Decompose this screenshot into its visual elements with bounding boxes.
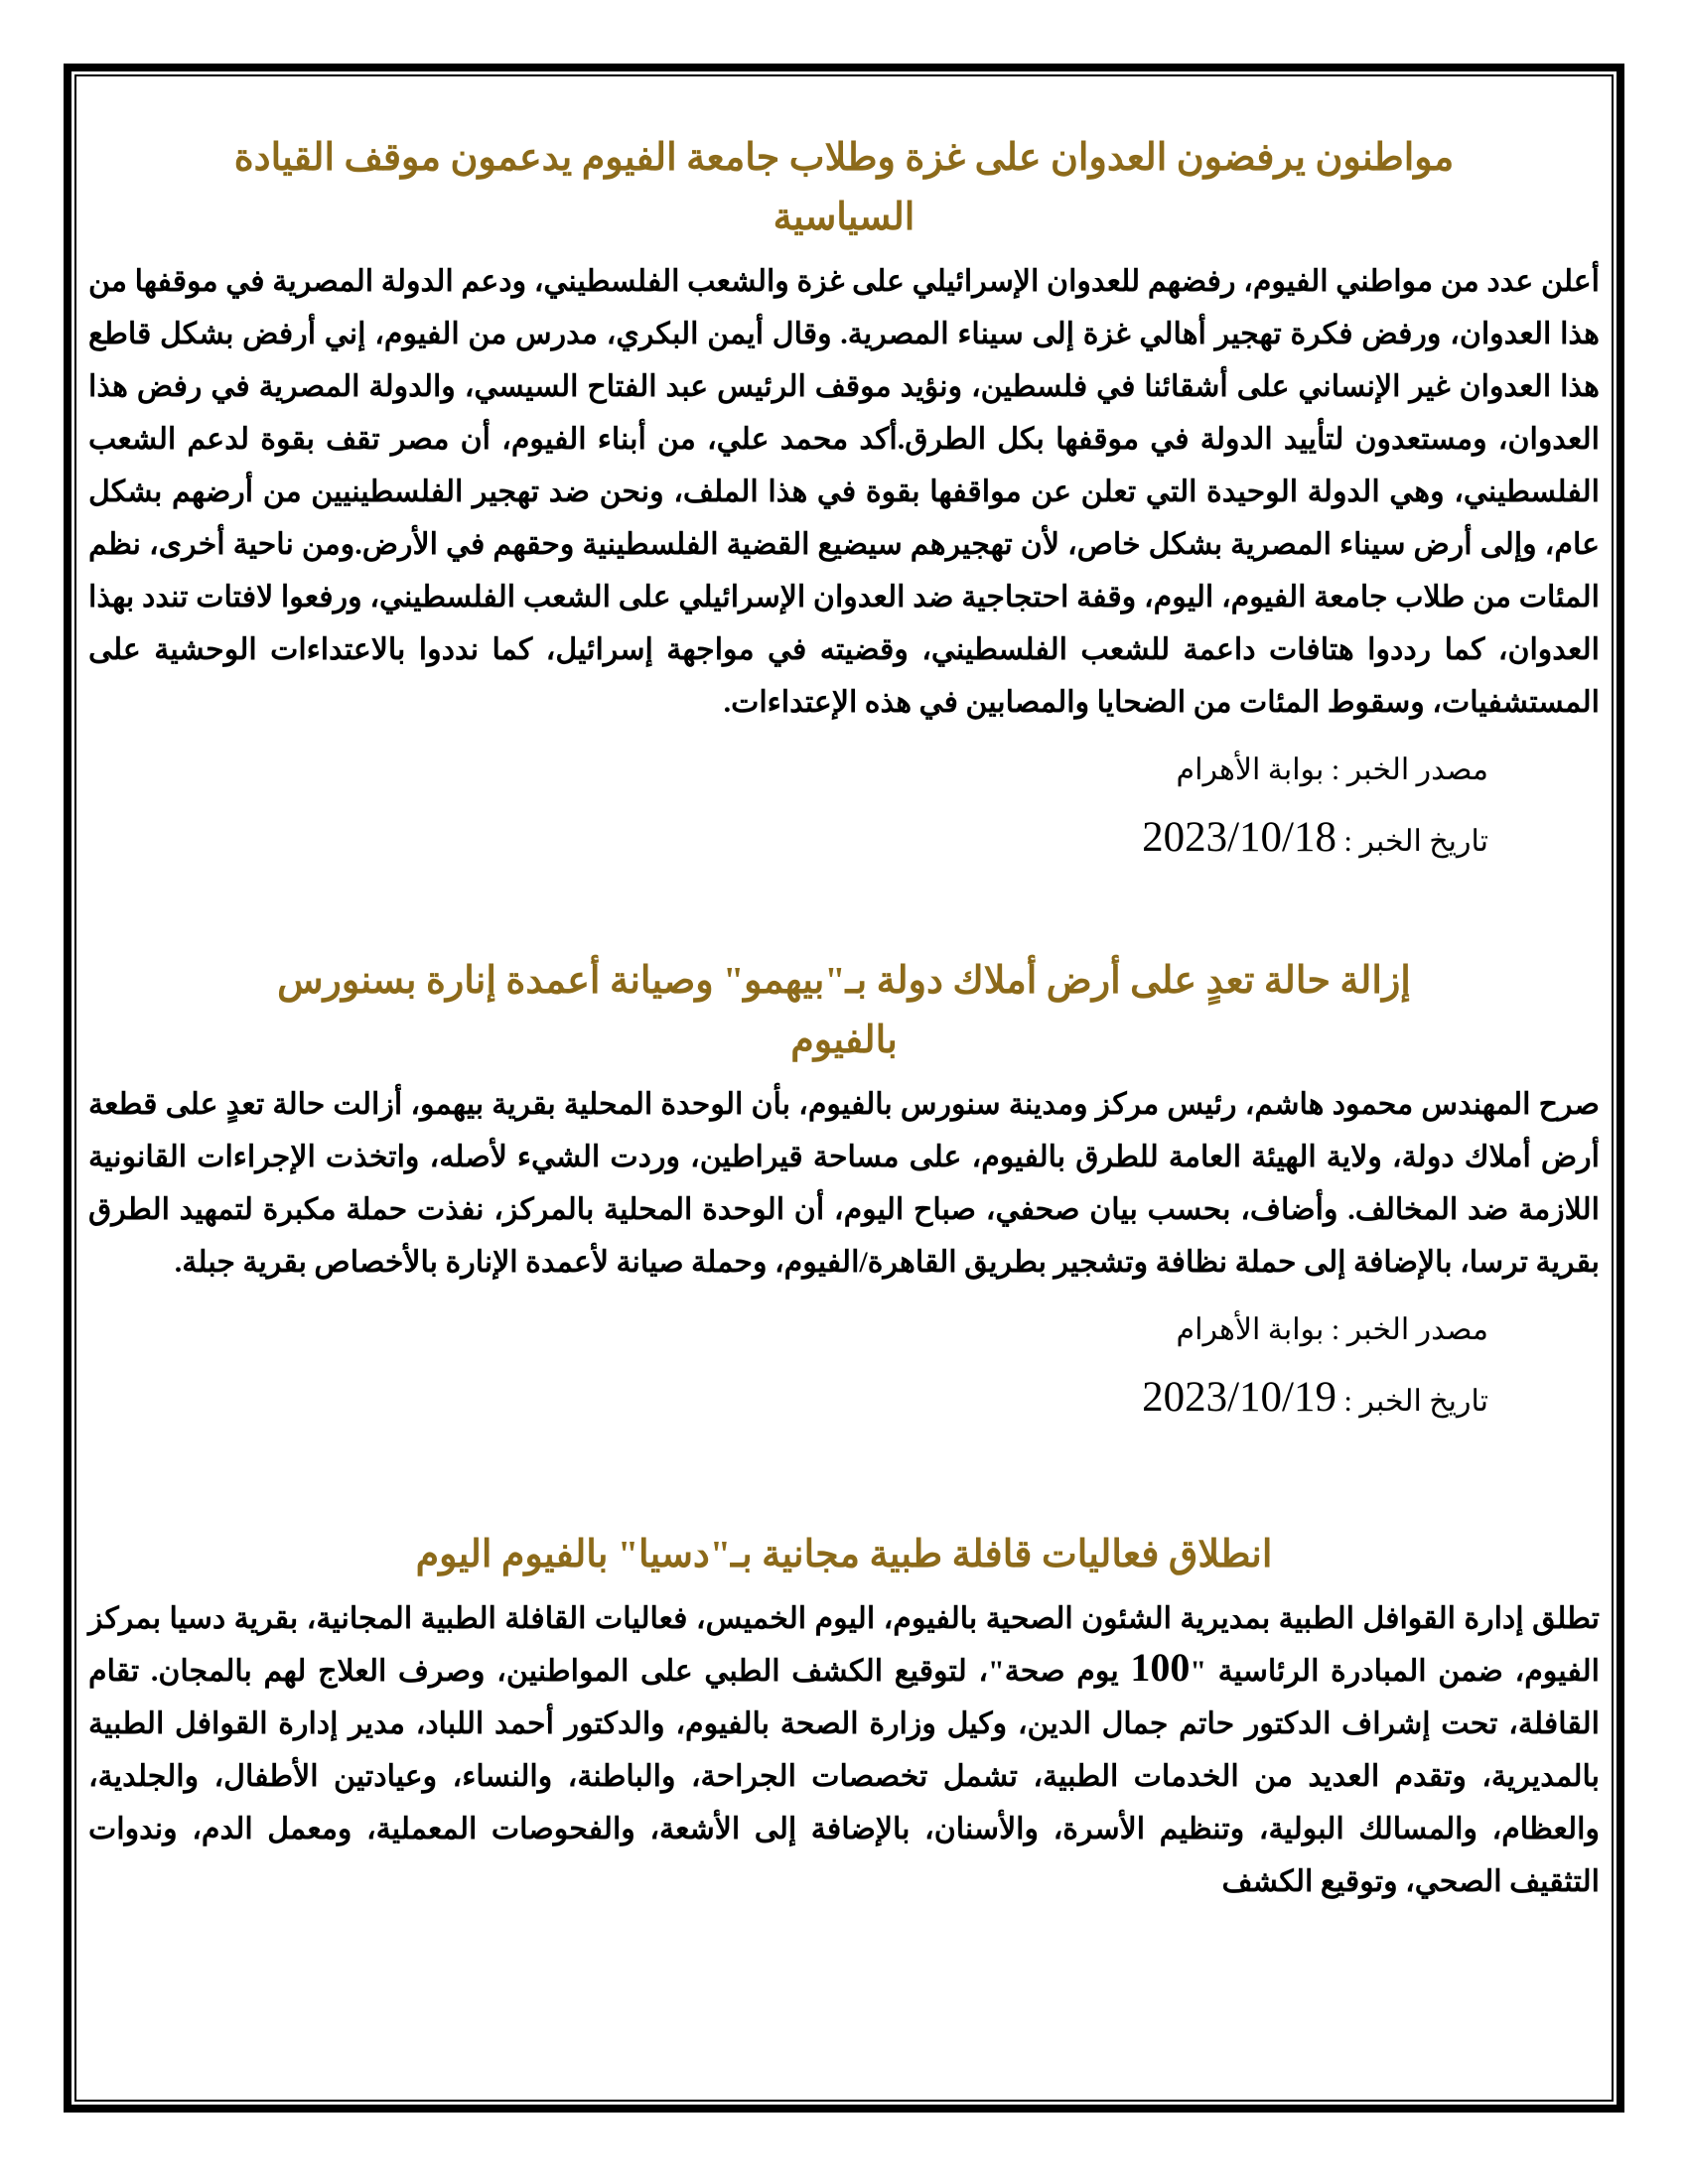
article-1-title-line-1: مواطنون يرفضون العدوان على غزة وطلاب جامعة الفيوم يدعمون موقف القيادة	[233, 137, 1455, 179]
article-3	[88, 1525, 1600, 1908]
article-1-date-value: 2023/10/18	[1142, 814, 1337, 861]
page-border-inner	[74, 74, 1614, 2102]
article-2-source-label: مصدر الخبر :	[1324, 1313, 1488, 1346]
article-2-title-line-2: بالفيوم	[790, 1020, 898, 1061]
article-1	[88, 128, 1600, 870]
article-2-paragraph: صرح المهندس محمود هاشم، رئيس مركز ومدينة سنورس بالفيوم، بأن الوحدة المحلية بقرية بيهمو، أزالت حالة تعدٍ على قطعة أرض أملاك دولة، ولاية الهيئة العامة للطرق بالفيوم، على مساحة قيراطين، وردت الشيء لأصله، واتخذت الإجراءات القانونية اللازمة ضد المخالف. وأضاف، بحسب بيان صحفي، صباح اليوم، أن الوحدة المحلية بالمركز، نفذت حملة مكبرة لتمهيد الطرق بقرية ترسا، بالإضافة إلى حملة نظافة وتشجير بطريق القاهرة/الفيوم، وحملة صيانة لأعمدة الإنارة بالأخصاص بقرية جبلة.	[88, 1088, 1600, 1279]
article-1-paragraph: أعلن عدد من مواطني الفيوم، رفضهم للعدوان الإسرائيلي على غزة والشعب الفلسطيني، ودعم الدولة المصرية في موقفها من هذا العدوان، ورفض فكرة تهجير أهالي غزة إلى سيناء المصرية. وقال أيمن البكري، مدرس من الفيوم، إني أرفض بشكل قاطع هذا العدوان غير الإنساني على أشقائنا في فلسطين، ونؤيد موقف الرئيس عبد الفتاح السيسي، والدولة المصرية في رفض هذا العدوان، ومستعدون لتأييد الدولة في موقفها بكل الطرق.أكد محمد علي، من أبناء الفيوم، أن مصر تقف بقوة لدعم الشعب الفلسطيني، وهي الدولة الوحيدة التي تعلن عن مواقفها بقوة في هذا الملف، ونحن ضد تهجير الفلسطينيين من أرضهم بشكل عام، وإلى أرض سيناء المصرية بشكل خاص، لأن تهجيرهم سيضيع القضية الفلسطينية وحقهم في الأرض.ومن ناحية أخرى، نظم المئات من طلاب جامعة الفيوم، اليوم، وقفة احتجاجية ضد العدوان الإسرائيلي على الشعب الفلسطيني، ورفعوا لافتات تندد بهذا العدوان، كما رددوا هتافات داعمة للشعب الفلسطيني، وقضيته في مواجهة إسرائيل، كما نددوا بالاعتداءات الوحشية على المستشفيات، وسقوط المئات من الضحايا والمصابين في هذه الإعتداءات.	[88, 265, 1600, 719]
page-border	[64, 64, 1624, 2113]
article-1-source-value: بوابة الأهرام	[1176, 753, 1325, 786]
article-2-title-line-1: إزالة حالة تعدٍ على أرض أملاك دولة بـ"بيهمو" وصيانة أعمدة إنارة بسنورس	[277, 960, 1411, 1002]
article-2-source-value: بوابة الأهرام	[1176, 1313, 1325, 1346]
article-3-paragraph-part-2: يوم صحة"، لتوقيع الكشف الطبي على المواطنين، وصرف العلاج لهم بالمجان. تقام القافلة، تحت إشراف الدكتور حاتم جمال الدين، وكيل وزارة الصحة بالفيوم، والدكتور أحمد اللباد، مدير إدارة القوافل الطبية بالمديرية، وتقدم العديد من الخدمات الطبية، تشمل تخصصات الجراحة، والباطنة، والنساء، وعيادتين الأطفال، والجلدية، والعظام، والمسالك البولية، وتنظيم الأسرة، والأسنان، بالإضافة إلى الأشعة، والفحوصات المعملية، ومعمل الدم، وندوات التثقيف الصحي، وتوقيع الكشف	[88, 1655, 1600, 1898]
article-3-inline-number: 100	[1130, 1645, 1191, 1690]
article-3-title-line-1: انطلاق فعاليات قافلة طبية مجانية بـ"دسيا" بالفيوم اليوم	[415, 1534, 1273, 1575]
article-2-source-line	[88, 1302, 1488, 1358]
article-1-source-label: مصدر الخبر :	[1324, 753, 1488, 786]
article-1-title	[88, 128, 1600, 247]
article-2-date-line	[88, 1374, 1488, 1430]
article-2	[88, 951, 1600, 1430]
article-3-paragraph	[88, 1592, 1600, 1908]
article-1-date-line	[88, 814, 1488, 870]
page-content	[88, 128, 1600, 1908]
article-2-date-value: 2023/10/19	[1142, 1374, 1337, 1421]
article-2-date-label: تاريخ الخبر :	[1336, 1385, 1488, 1418]
article-1-title-line-2: السياسية	[773, 197, 915, 238]
article-1-date-label: تاريخ الخبر :	[1336, 825, 1488, 858]
article-2-title	[88, 951, 1600, 1070]
article-1-source-line	[88, 743, 1488, 798]
article-3-title	[88, 1525, 1600, 1584]
article-3-paragraph-part-1: تطلق إدارة القوافل الطبية بمديرية الشئون الصحية بالفيوم، اليوم الخميس، فعاليات القافلة الطبية المجانية، بقرية دسيا بمركز الفيوم، ضمن المبادرة الرئاسية "	[88, 1602, 1600, 1688]
